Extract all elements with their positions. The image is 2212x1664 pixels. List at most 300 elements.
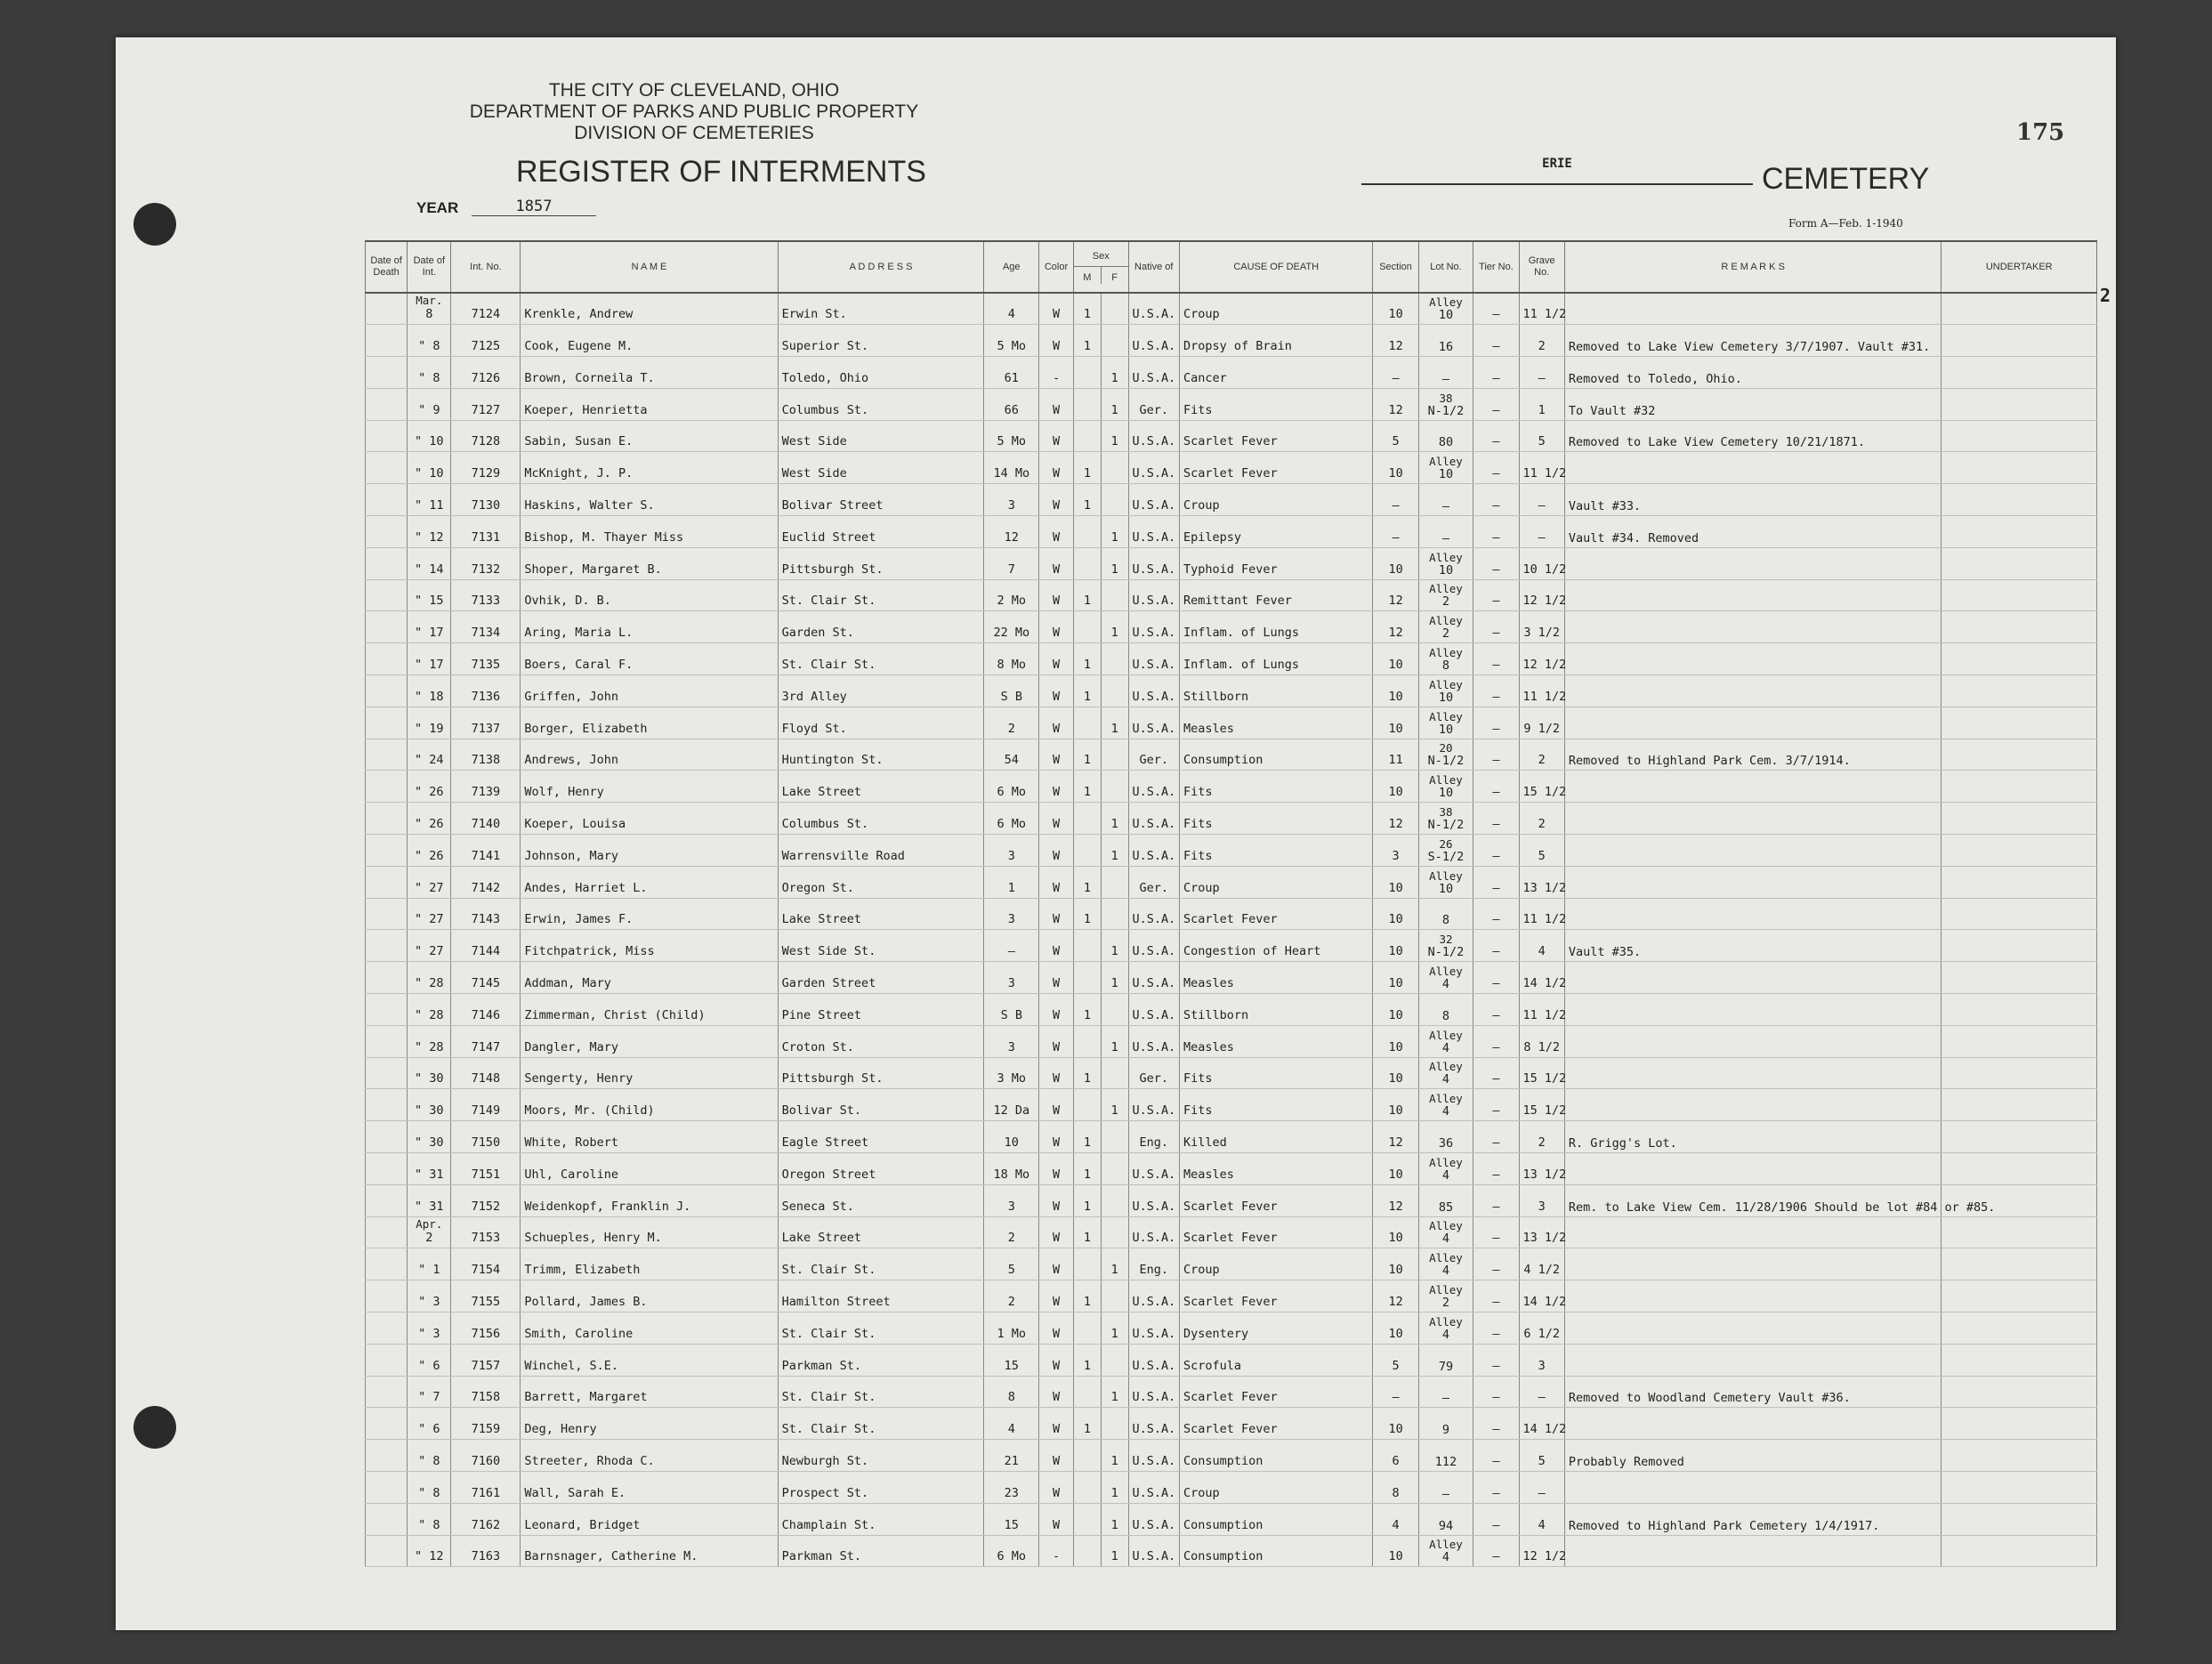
cell-section: — (1373, 1376, 1418, 1408)
cell-color: W (1039, 1057, 1074, 1089)
cell-int-no: 7147 (451, 1025, 521, 1057)
cell-sex-m (1074, 1503, 1102, 1535)
cell-date: " 8 (418, 1485, 440, 1500)
cell-lot (1418, 707, 1473, 739)
cell-date-death (366, 1280, 408, 1313)
cell-date-int (408, 293, 451, 325)
cell-cause: Scarlet Fever (1179, 420, 1372, 452)
cell-name: Streeter, Rhoda C. (521, 1440, 778, 1472)
cell-date-int (408, 1153, 451, 1185)
cell-lot-no: 9 (1441, 1423, 1450, 1438)
cell-sex-m (1074, 707, 1102, 739)
cell-date-int (408, 771, 451, 803)
cell-grave: 13 1/2 (1519, 1216, 1564, 1248)
cell-grave: — (1519, 516, 1564, 548)
table-row (366, 739, 2097, 771)
cell-lot-no: 8 (1441, 1008, 1450, 1023)
cell-grave: 11 1/2 (1519, 452, 1564, 484)
cell-remarks (1564, 1535, 1942, 1567)
cell-sex-f: 1 (1101, 1440, 1128, 1472)
cell-date-death (366, 1025, 408, 1057)
cell-date-int (408, 930, 451, 962)
cell-date-death (366, 579, 408, 611)
cell-native: Eng. (1128, 1121, 1179, 1153)
cell-color: W (1039, 1216, 1074, 1248)
cell-age: 12 (984, 516, 1039, 548)
cell-name: Moors, Mr. (Child) (521, 1089, 778, 1121)
cell-cause: Dropsy of Brain (1179, 325, 1372, 357)
table-row (366, 1535, 2097, 1567)
cell-color: W (1039, 835, 1074, 867)
table-row (366, 1216, 2097, 1248)
cell-date: " 3 (418, 1326, 440, 1341)
cell-remarks: Vault #34. Removed (1564, 516, 1942, 548)
cell-lot (1418, 1344, 1473, 1376)
cell-remarks (1564, 1313, 1942, 1345)
cell-int-no: 7140 (451, 803, 521, 835)
col-remarks: R E M A R K S (1564, 241, 1942, 293)
cell-section: 11 (1373, 739, 1418, 771)
page-title: REGISTER OF INTERMENTS (516, 155, 926, 189)
cell-sex-f (1101, 579, 1128, 611)
cell-lot-no: 10 (1438, 562, 1454, 578)
cell-sex-f: 1 (1101, 1248, 1128, 1280)
cell-date: " 30 (415, 1103, 444, 1119)
cell-lot-no: 85 (1438, 1200, 1454, 1215)
cell-sex-f (1101, 643, 1128, 675)
cell-grave: 11 1/2 (1519, 293, 1564, 325)
cell-native: U.S.A. (1128, 1440, 1179, 1472)
cell-native: U.S.A. (1128, 547, 1179, 579)
table-row (366, 452, 2097, 484)
col-sex-m: M (1083, 271, 1092, 283)
cell-date-death (366, 1121, 408, 1153)
cell-cause: Scarlet Fever (1179, 1216, 1372, 1248)
cell-date-death (366, 1184, 408, 1216)
cell-tier: — (1473, 707, 1519, 739)
cell-sex-m: 1 (1074, 898, 1102, 930)
cell-cause: Stillborn (1179, 675, 1372, 707)
cell-date: " 15 (415, 594, 444, 609)
cell-age: 54 (984, 739, 1039, 771)
cell-remarks (1564, 579, 1942, 611)
cell-tier: — (1473, 1535, 1519, 1567)
cell-grave: 2 (1519, 803, 1564, 835)
cell-lot-top: Alley (1429, 677, 1463, 691)
cell-color: W (1039, 1376, 1074, 1408)
cell-remarks: To Vault #32 (1564, 388, 1942, 420)
cell-lot (1418, 898, 1473, 930)
cell-date: " 6 (418, 1358, 440, 1373)
table-row (366, 1089, 2097, 1121)
cell-section: 10 (1373, 994, 1418, 1026)
cell-date: " 27 (415, 880, 444, 895)
cell-tier: — (1473, 1344, 1519, 1376)
cell-cause: Cancer (1179, 357, 1372, 389)
cell-remarks: Removed to Highland Park Cem. 3/7/1914. (1564, 739, 1942, 771)
cell-tier: — (1473, 1184, 1519, 1216)
cell-color: W (1039, 1025, 1074, 1057)
cell-lot-top: Alley (1429, 1028, 1463, 1042)
cell-date-death (366, 803, 408, 835)
cell-undertaker (1942, 1408, 2097, 1440)
cell-int-no: 7131 (451, 516, 521, 548)
cell-age: 6 Mo (984, 803, 1039, 835)
cell-cause: Fits (1179, 835, 1372, 867)
cell-grave: 5 (1519, 420, 1564, 452)
cell-age: 3 (984, 962, 1039, 994)
year-value: 1857 (472, 198, 596, 216)
cell-lot-top: Alley (1429, 709, 1463, 723)
cell-grave: 14 1/2 (1519, 1408, 1564, 1440)
cell-remarks (1564, 1471, 1942, 1503)
cell-int-no: 7150 (451, 1121, 521, 1153)
cell-section: 10 (1373, 1313, 1418, 1345)
cell-int-no: 7159 (451, 1408, 521, 1440)
cell-address: Seneca St. (778, 1184, 984, 1216)
cell-date-death (366, 1503, 408, 1535)
col-undertaker: UNDERTAKER (1942, 241, 2097, 293)
cell-grave: 10 1/2 (1519, 547, 1564, 579)
cell-date-death (366, 930, 408, 962)
table-row (366, 1440, 2097, 1472)
cell-address: Bolivar Street (778, 484, 984, 516)
cell-lot (1418, 835, 1473, 867)
cell-int-no: 7151 (451, 1153, 521, 1185)
cell-cause: Scarlet Fever (1179, 1280, 1372, 1313)
cell-lot-top: 26 (1439, 836, 1453, 851)
cell-lot-top: Alley (1429, 1219, 1463, 1233)
cell-date: " 17 (415, 658, 444, 673)
cell-grave: 12 1/2 (1519, 643, 1564, 675)
cell-color: W (1039, 898, 1074, 930)
cell-sex-m (1074, 803, 1102, 835)
cell-remarks (1564, 835, 1942, 867)
cell-sex-m: 1 (1074, 484, 1102, 516)
cell-grave: 3 (1519, 1184, 1564, 1216)
cell-section: 12 (1373, 1280, 1418, 1313)
table-row (366, 1313, 2097, 1345)
cell-month: Mar. (416, 294, 443, 308)
cell-sex-f: 1 (1101, 930, 1128, 962)
cell-section: 10 (1373, 1153, 1418, 1185)
cell-grave: 14 1/2 (1519, 1280, 1564, 1313)
cell-tier: — (1473, 357, 1519, 389)
cell-remarks (1564, 898, 1942, 930)
cell-cause: Scarlet Fever (1179, 1408, 1372, 1440)
cell-sex-f (1101, 1121, 1128, 1153)
cell-grave: — (1519, 1376, 1564, 1408)
cell-native: Ger. (1128, 739, 1179, 771)
cell-address: Lake Street (778, 1216, 984, 1248)
cell-date-int (408, 1440, 451, 1472)
cell-undertaker (1942, 1376, 2097, 1408)
cell-lot (1418, 611, 1473, 643)
cell-int-no: 7153 (451, 1216, 521, 1248)
cell-address: West Side (778, 452, 984, 484)
cell-color: W (1039, 1408, 1074, 1440)
cell-tier: — (1473, 803, 1519, 835)
cell-date: 2 (425, 1231, 433, 1246)
cell-date: " 3 (418, 1295, 440, 1309)
cell-color: W (1039, 579, 1074, 611)
cell-lot-no: 8 (1441, 658, 1450, 674)
cell-cause: Scarlet Fever (1179, 898, 1372, 930)
cell-int-no: 7158 (451, 1376, 521, 1408)
cell-sex-f: 1 (1101, 835, 1128, 867)
cell-native: U.S.A. (1128, 1344, 1179, 1376)
cell-age: 2 Mo (984, 579, 1039, 611)
cell-age: 3 Mo (984, 1057, 1039, 1089)
cell-grave: 11 1/2 (1519, 994, 1564, 1026)
col-cause: CAUSE OF DEATH (1179, 241, 1372, 293)
cell-int-no: 7137 (451, 707, 521, 739)
cell-native: U.S.A. (1128, 452, 1179, 484)
cell-remarks: Rem. to Lake View Cem. 11/28/1906 Should be lot #84 or #85. (1564, 1184, 1942, 1216)
cell-date-death (366, 1089, 408, 1121)
cell-sex-f (1101, 1344, 1128, 1376)
cell-int-no: 7149 (451, 1089, 521, 1121)
cell-grave: 11 1/2 (1519, 898, 1564, 930)
cell-section: 12 (1373, 579, 1418, 611)
cell-address: Columbus St. (778, 803, 984, 835)
cell-tier: — (1473, 547, 1519, 579)
cemetery-name: ERIE (1361, 149, 1753, 185)
cell-color: W (1039, 1440, 1074, 1472)
cell-date-death (366, 1344, 408, 1376)
cell-sex-f: 1 (1101, 962, 1128, 994)
year-label: YEAR (416, 199, 459, 216)
cell-color: W (1039, 516, 1074, 548)
cell-grave: — (1519, 484, 1564, 516)
cell-tier: — (1473, 675, 1519, 707)
cell-native: U.S.A. (1128, 1376, 1179, 1408)
cell-undertaker (1942, 325, 2097, 357)
cell-cause: Measles (1179, 707, 1372, 739)
cell-sex-m: 1 (1074, 1184, 1102, 1216)
table-row (366, 1376, 2097, 1408)
cell-tier: — (1473, 484, 1519, 516)
cell-age: 6 Mo (984, 771, 1039, 803)
cell-cause: Scarlet Fever (1179, 1376, 1372, 1408)
cell-sex-f: 1 (1101, 547, 1128, 579)
cell-section: 12 (1373, 611, 1418, 643)
cell-lot-top: Alley (1429, 1283, 1463, 1296)
cell-tier: — (1473, 1025, 1519, 1057)
cell-name: Barnsnager, Catherine M. (521, 1535, 778, 1567)
cell-remarks: Removed to Woodland Cemetery Vault #36. (1564, 1376, 1942, 1408)
cell-cause: Scarlet Fever (1179, 1184, 1372, 1216)
cell-remarks (1564, 1248, 1942, 1280)
cell-date: " 1 (418, 1263, 440, 1278)
cell-date-death (366, 388, 408, 420)
table-row (366, 1121, 2097, 1153)
interments-table (365, 240, 2097, 1567)
cell-sex-f (1101, 675, 1128, 707)
cell-grave: 13 1/2 (1519, 866, 1564, 898)
cell-cause: Inflam. of Lungs (1179, 611, 1372, 643)
cell-sex-m: 1 (1074, 739, 1102, 771)
cell-address: West Side (778, 420, 984, 452)
cell-cause: Epilepsy (1179, 516, 1372, 548)
cell-cause: Fits (1179, 388, 1372, 420)
cell-date-int (408, 1248, 451, 1280)
cell-date-death (366, 611, 408, 643)
cell-undertaker (1942, 1471, 2097, 1503)
cell-lot (1418, 1440, 1473, 1472)
cell-date-int (408, 420, 451, 452)
cell-int-no: 7156 (451, 1313, 521, 1345)
cell-int-no: 7139 (451, 771, 521, 803)
cell-section: 6 (1373, 1440, 1418, 1472)
cell-grave: 4 (1519, 1503, 1564, 1535)
cell-date-int (408, 1408, 451, 1440)
cell-color: W (1039, 675, 1074, 707)
cell-name: Schueples, Henry M. (521, 1216, 778, 1248)
cell-date-death (366, 675, 408, 707)
cell-remarks (1564, 1057, 1942, 1089)
cell-date: " 17 (415, 626, 444, 641)
cell-date-death (366, 516, 408, 548)
cell-age: 4 (984, 293, 1039, 325)
cell-tier: — (1473, 1376, 1519, 1408)
cell-sex-m: 1 (1074, 579, 1102, 611)
cell-native: Ger. (1128, 1057, 1179, 1089)
col-section: Section (1373, 241, 1418, 293)
cell-grave: 15 1/2 (1519, 1089, 1564, 1121)
cell-date-death (366, 866, 408, 898)
cell-lot (1418, 1376, 1473, 1408)
table-row (366, 325, 2097, 357)
cell-address: Parkman St. (778, 1535, 984, 1567)
cell-native: U.S.A. (1128, 1408, 1179, 1440)
cell-date: " 27 (415, 944, 444, 959)
table-row (366, 547, 2097, 579)
cell-int-no: 7152 (451, 1184, 521, 1216)
cell-color: W (1039, 293, 1074, 325)
cell-undertaker (1942, 357, 2097, 389)
cell-tier: — (1473, 579, 1519, 611)
cell-int-no: 7125 (451, 325, 521, 357)
cell-name: Wall, Sarah E. (521, 1471, 778, 1503)
cell-age: 7 (984, 547, 1039, 579)
cell-tier: — (1473, 962, 1519, 994)
header-department: DEPARTMENT OF PARKS AND PUBLIC PROPERTY (469, 101, 919, 122)
cell-month: Apr. (416, 1217, 443, 1232)
cell-undertaker (1942, 1153, 2097, 1185)
cell-color: W (1039, 611, 1074, 643)
cell-lot-no: 4 (1441, 1232, 1450, 1247)
table-row (366, 930, 2097, 962)
cell-undertaker (1942, 962, 2097, 994)
table-row (366, 803, 2097, 835)
cell-lot-no: 10 (1438, 467, 1454, 482)
cell-tier: — (1473, 388, 1519, 420)
cell-lot-no: 2 (1441, 594, 1450, 610)
cell-undertaker (1942, 643, 2097, 675)
side-number: 2 (2100, 285, 2111, 306)
cell-color: W (1039, 771, 1074, 803)
cell-sex-m: 1 (1074, 1344, 1102, 1376)
cell-name: Fitchpatrick, Miss (521, 930, 778, 962)
cell-grave: 6 1/2 (1519, 1313, 1564, 1345)
cell-cause: Scrofula (1179, 1344, 1372, 1376)
cell-section: 5 (1373, 420, 1418, 452)
cell-date-int (408, 707, 451, 739)
cell-lot-no: 4 (1441, 1104, 1450, 1119)
cell-sex-f: 1 (1101, 1025, 1128, 1057)
cell-int-no: 7136 (451, 675, 521, 707)
cell-tier: — (1473, 643, 1519, 675)
cell-native: Ger. (1128, 866, 1179, 898)
form-label: Form A—Feb. 1-1940 (1788, 217, 1903, 230)
cell-remarks (1564, 771, 1942, 803)
cell-undertaker (1942, 611, 2097, 643)
cell-date-death (366, 357, 408, 389)
cell-int-no: 7124 (451, 293, 521, 325)
cell-lot-top: Alley (1429, 868, 1463, 883)
cell-lot-no: 2 (1441, 626, 1450, 642)
table-row (366, 357, 2097, 389)
cell-tier: — (1473, 1408, 1519, 1440)
col-sex-label: Sex (1092, 250, 1110, 262)
cell-sex-m: 1 (1074, 325, 1102, 357)
cell-native: U.S.A. (1128, 1216, 1179, 1248)
cell-remarks (1564, 707, 1942, 739)
cell-lot (1418, 1503, 1473, 1535)
cell-date-int (408, 675, 451, 707)
cell-date-death (366, 1153, 408, 1185)
cell-date: " 7 (418, 1390, 440, 1405)
cell-date-death (366, 293, 408, 325)
cell-remarks (1564, 994, 1942, 1026)
cell-grave: 2 (1519, 325, 1564, 357)
cell-undertaker (1942, 835, 2097, 867)
cell-date: " 8 (418, 370, 440, 385)
cell-color: W (1039, 1248, 1074, 1280)
cell-grave: — (1519, 357, 1564, 389)
col-sex (1074, 241, 1129, 293)
page-number: 175 (2016, 119, 2065, 146)
cell-tier: — (1473, 420, 1519, 452)
cell-address: St. Clair St. (778, 643, 984, 675)
cell-remarks (1564, 611, 1942, 643)
cell-cause: Croup (1179, 484, 1372, 516)
cell-cause: Stillborn (1179, 994, 1372, 1026)
cell-name: Haskins, Walter S. (521, 484, 778, 516)
cell-int-no: 7130 (451, 484, 521, 516)
cell-date-int (408, 1184, 451, 1216)
col-lot: Lot No. (1418, 241, 1473, 293)
cell-tier: — (1473, 1313, 1519, 1345)
cell-lot (1418, 1184, 1473, 1216)
cell-lot-top: Alley (1429, 1251, 1463, 1265)
cell-sex-m: 1 (1074, 675, 1102, 707)
cell-color: W (1039, 643, 1074, 675)
cell-lot-top: Alley (1429, 646, 1463, 660)
cell-grave: 2 (1519, 1121, 1564, 1153)
cell-sex-f (1101, 1408, 1128, 1440)
cell-section: 10 (1373, 1025, 1418, 1057)
cell-cause: Croup (1179, 1248, 1372, 1280)
cell-cause: Consumption (1179, 1535, 1372, 1567)
cell-remarks (1564, 1408, 1942, 1440)
cell-undertaker (1942, 579, 2097, 611)
cell-address: Warrensville Road (778, 835, 984, 867)
cell-date: " 8 (418, 1517, 440, 1532)
cell-age: 18 Mo (984, 1153, 1039, 1185)
cell-sex-m (1074, 835, 1102, 867)
